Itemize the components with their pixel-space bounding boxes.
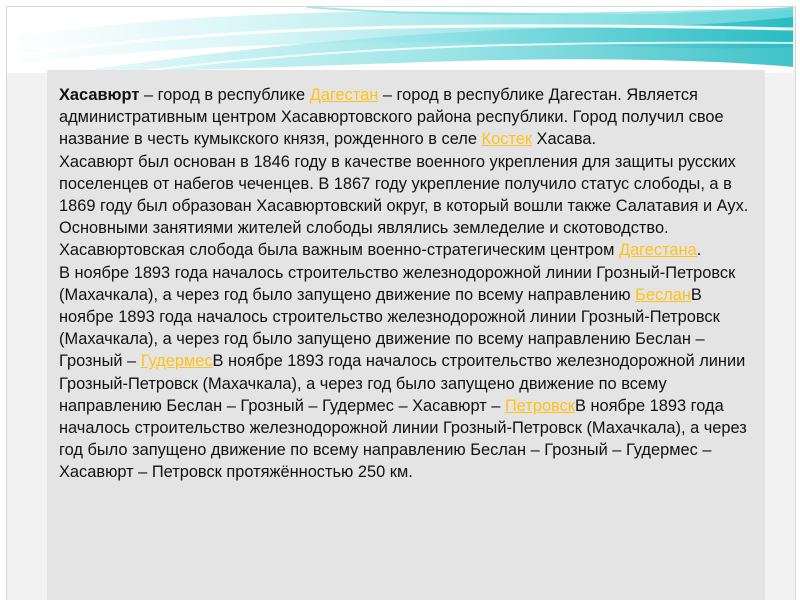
- text-segment: В ноябре 1893 года началось строительство железнодорожной линии Грозный-Петровск (Махачкала), а через год было запущено движение по всему направлению Беслан – Грозный – Гудермес – Хасавюрт – Петровск протяжённостью 250 км.: [59, 396, 747, 482]
- text-segment: В ноябре 1893 года началось строительство железнодорожной линии Грозный-Петровск (Махачкала), а через год было запущено движение по всему направлению Беслан – Грозный – Гудермес – Хасавюрт –: [59, 352, 746, 415]
- link-dagestana[interactable]: Дагестана: [618, 241, 697, 260]
- paragraph-railway: [59, 262, 759, 484]
- link-petrovsk[interactable]: Петровск: [504, 396, 575, 415]
- text-segment: В ноябре 1893 года началось строительство железнодорожной линии Грозный-Петровск (Махачкала), а через год было запущено движение по всему направлению: [59, 263, 736, 304]
- paragraph-intro: [59, 84, 759, 151]
- text-segment: В ноябре 1893 года началось строительство железнодорожной линии Грозный-Петровск (Махачкала), а через год было запущено движение по всему направлению Беслан – Грозный –: [59, 285, 720, 371]
- decorative-wave-banner: [7, 7, 793, 73]
- article-text: [59, 84, 759, 484]
- link-gudermes[interactable]: Гудермес: [140, 352, 213, 371]
- wave-graphic: [7, 7, 793, 73]
- text-segment: Хасава.: [531, 130, 597, 149]
- text-segment: Хасавюрт был основан в 1846 году в качестве военного укрепления для защиты русских поселенцев от набегов чеченцев. В 1867 году укрепление получило статус слободы, а в 1869 году был образован Хасавюртовский округ, в который вошли также Салатавия и Аух. Основными занятиями жителей слободы являлись земледелие и скотоводство. Хасавюртовская слобода была важным военно-стратегическим центром: [59, 152, 749, 260]
- text-segment: .: [696, 241, 702, 260]
- text-segment: – город в республике: [139, 86, 310, 104]
- link-dagestan[interactable]: Дагестан: [309, 86, 379, 104]
- text-segment: – город в республике Дагестан. Является административным центром Хасавюртовского района республики. Город получил свое название в честь кумыкского князя, рожденного в селе: [59, 86, 724, 149]
- paragraph-history: [59, 151, 759, 262]
- link-kostek[interactable]: Костек: [481, 130, 532, 149]
- city-title: Хасавюрт: [59, 86, 140, 104]
- link-beslan[interactable]: Беслан: [635, 285, 691, 304]
